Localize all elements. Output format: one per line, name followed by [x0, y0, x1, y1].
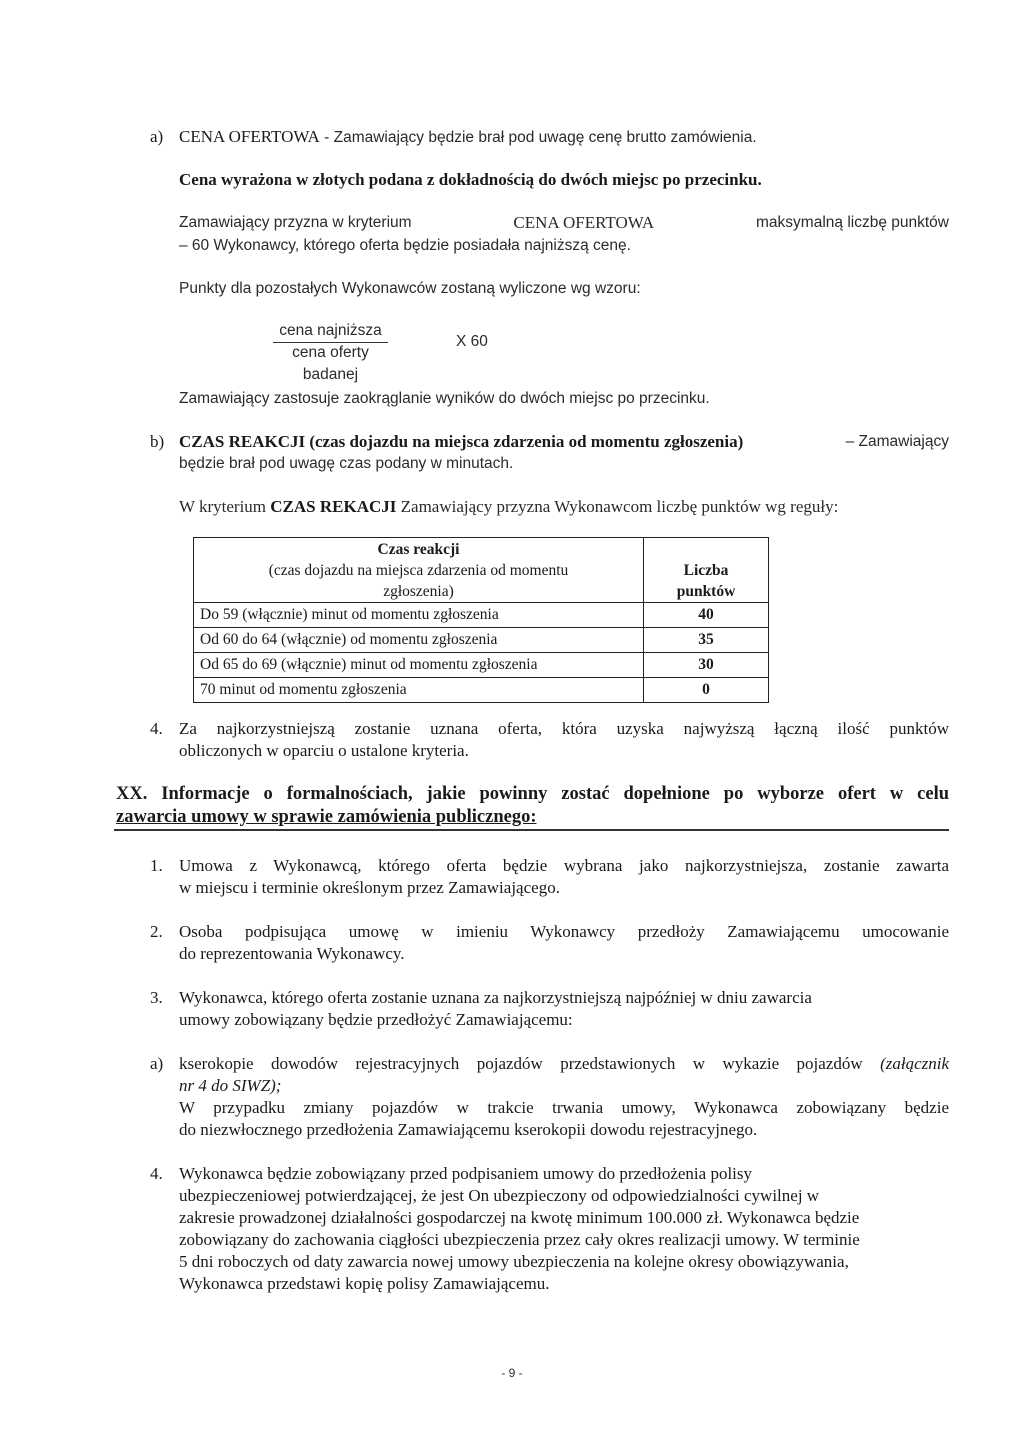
row-time: Od 60 do 64 (włącznie) od momentu zgłoszenia	[194, 628, 644, 653]
section-a-title: CENA OFERTOWA	[179, 127, 320, 146]
sub-a-line1-italic: (załącznik	[880, 1054, 949, 1073]
section-divider	[114, 829, 949, 831]
item3-line1: Wykonawca, którego oferta zostanie uznana za najkorzystniejszą najpóźniej w dniu zawarcia	[179, 988, 812, 1007]
table-row	[194, 653, 769, 678]
max-points-text-c: maksymalną liczbę punktów	[756, 214, 949, 231]
row-points: 30	[644, 653, 769, 678]
section-b-title: CZAS REAKCJI (czas dojazdu na miejsca zdarzenia od momentu zgłoszenia)	[179, 432, 744, 451]
sub-a-marker: a)	[150, 1054, 164, 1073]
row-points: 35	[644, 628, 769, 653]
table-header-row	[194, 538, 769, 603]
time-rule-line	[179, 496, 838, 518]
section-a-heading	[179, 126, 757, 149]
item1-line1: Umowa z Wykonawcą, którego oferta będzie wybrana jako najkorzystniejsza, zostanie zawarta	[179, 856, 949, 875]
header-points-line1: Liczba	[683, 562, 729, 579]
rounding-note: Zamawiający zastosuje zaokrąglanie wyników do dwóch miejsc po przecinku.	[179, 390, 710, 407]
sub-a-line2: nr 4 do SIWZ);	[179, 1076, 282, 1095]
section-b-heading	[179, 431, 949, 453]
section-xx-heading-line1: XX. Informacje o formalnościach, jakie powinny zostać dopełnione po wyborze ofert w celu	[116, 784, 949, 804]
reaction-time-points-table	[193, 537, 769, 703]
formula-numerator: cena najniższa	[279, 322, 382, 339]
page-number: - 9 -	[501, 1366, 523, 1380]
sub-a-line1-main: kserokopie dowodów rejestracyjnych pojazdów przedstawionych w wykazie pojazdów	[179, 1054, 881, 1073]
section-a-marker: a)	[150, 127, 164, 146]
formula-multiplier: X 60	[456, 333, 488, 350]
item1-line2: w miejscu i terminie określonym przez Zamawiającego.	[179, 878, 560, 897]
item2-line1: Osoba podpisująca umowę w imieniu Wykonawcy przedłoży Zamawiającemu umocowanie	[179, 922, 949, 941]
sub-a-line3: W przypadku zmiany pojazdów w trakcie trwania umowy, Wykonawca zobowiązany będzie	[179, 1098, 949, 1117]
row-time: Do 59 (włącznie) minut od momentu zgłoszenia	[194, 603, 644, 628]
max-points-line2: – 60 Wykonawcy, którego oferta będzie posiadała najniższą cenę.	[179, 237, 631, 254]
item4-bottom-marker: 4.	[150, 1164, 163, 1183]
item4-top-line1: Za najkorzystniejszą zostanie uznana oferta, która uzyska najwyższą łączną ilość punktów	[179, 719, 949, 738]
item3-marker: 3.	[150, 988, 163, 1007]
item4-bottom-line2: ubezpieczeniowej potwierdzającej, że jest On ubezpieczony od odpowiedzialności cywilnej w	[179, 1186, 820, 1205]
sub-a-line4: do niezwłocznego przedłożenia Zamawiającemu kserokopii dowodu rejestracyjnego.	[179, 1120, 758, 1139]
section-xx-heading-line2: zawarcia umowy w sprawie zamówienia publicznego:	[116, 807, 537, 827]
section-b-marker: b)	[150, 432, 165, 451]
item3-line2: umowy zobowiązany będzie przedłożyć Zamawiającemu:	[179, 1010, 573, 1029]
max-points-criterion: CENA OFERTOWA	[513, 213, 655, 232]
item4-bottom-line4: zobowiązany do zachowania ciągłości ubezpieczenia przez cały okres realizacji umowy. W terminie	[179, 1230, 860, 1249]
formula-intro: Punkty dla pozostałych Wykonawców zostaną wyliczone wg wzoru:	[179, 280, 641, 297]
time-rule-c: Zamawiający przyzna Wykonawcom liczbę punktów wg reguły:	[396, 497, 839, 516]
row-points: 40	[644, 603, 769, 628]
section-b-text-tail: – Zamawiający	[845, 433, 949, 450]
header-time-title: Czas reakcji	[377, 541, 460, 558]
item4-bottom-line3: zakresie prowadzonej działalności gospodarczej na kwotę minimum 100.000 zł. Wykonawca będzie	[179, 1208, 860, 1227]
section-a-text: - Zamawiający będzie brał pod uwagę cenę brutto zamówienia.	[319, 129, 757, 146]
table-row	[194, 678, 769, 703]
item4-bottom-line6: Wykonawca przedstawi kopię polisy Zamawiającemu.	[179, 1274, 550, 1293]
time-rule-a: W kryterium	[179, 497, 271, 516]
max-points-text-a: Zamawiający przyzna w kryterium	[179, 214, 412, 231]
item1-marker: 1.	[150, 856, 163, 875]
row-time: Od 65 do 69 (włącznie) minut od momentu zgłoszenia	[194, 653, 644, 678]
header-time-sub2: zgłoszenia)	[383, 583, 454, 600]
item2-line2: do reprezentowania Wykonawcy.	[179, 944, 405, 963]
header-points	[644, 538, 769, 603]
formula-denominator: cena oferty badanej	[292, 344, 369, 383]
header-time-sub1: (czas dojazdu na miejsca zdarzenia od momentu	[268, 562, 569, 579]
item2-marker: 2.	[150, 922, 163, 941]
row-time: 70 minut od momentu zgłoszenia	[194, 678, 644, 703]
time-rule-criterion: CZAS REKACJI	[270, 497, 397, 516]
item4-top-marker: 4.	[150, 719, 163, 738]
sub-a-line1	[179, 1053, 949, 1075]
item4-bottom-line5: 5 dni roboczych od daty zawarcia nowej umowy ubezpieczenia na kolejne okresy obowiązywania,	[179, 1252, 849, 1271]
section-b-text-line2: będzie brał pod uwagę czas podany w minutach.	[179, 455, 514, 472]
table-row	[194, 628, 769, 653]
row-points: 0	[644, 678, 769, 703]
header-points-line2: punktów	[676, 583, 736, 600]
price-precision-note: Cena wyrażona w złotych podana z dokładnością do dwóch miejsc po przecinku.	[179, 170, 762, 189]
max-points-line1	[179, 212, 949, 234]
table-row	[194, 603, 769, 628]
header-reaction-time	[194, 538, 644, 603]
item4-bottom-line1: Wykonawca będzie zobowiązany przed podpisaniem umowy do przedłożenia polisy	[179, 1164, 753, 1183]
item4-top-line2: obliczonych w oparciu o ustalone kryteria.	[179, 741, 469, 760]
